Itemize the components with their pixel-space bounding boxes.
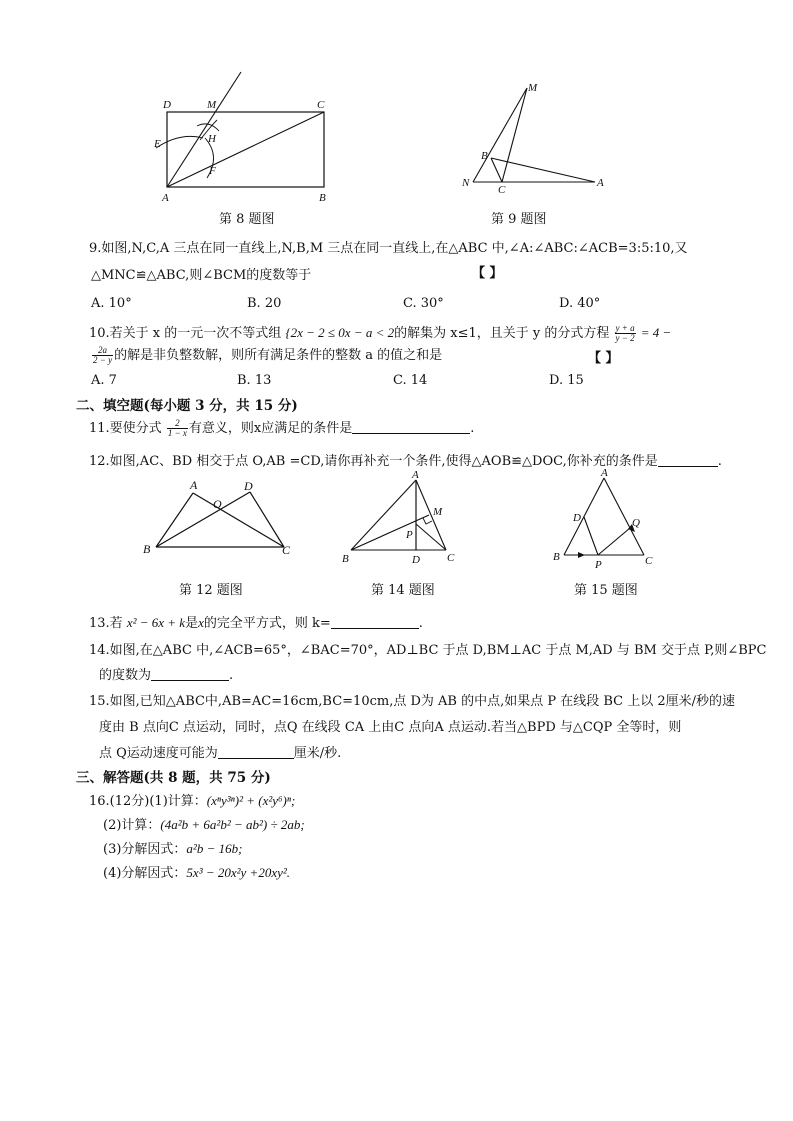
label-F: F [209,165,216,177]
figure-12 [138,474,298,564]
q9-answer-bracket: 【 】 [472,266,503,281]
line-BA [491,158,595,182]
q10-line2-text: 的解是非负整数解，则所有满足条件的整数 a 的值之和是 [114,348,443,363]
line-BC [491,158,502,182]
section-3-heading: 三、解答题(共 8 题，共 75 分) [76,770,271,786]
label-P: P [595,559,602,571]
q9-option-a: A. 10° [91,296,132,311]
q15-line2: 度由 B 点向C 点运动，同时，点Q 在线段 CA 上由C 点向A 点运动.若当△BPD 与△CQP 全等时，则 [99,720,682,735]
label-A: A [412,470,419,481]
figure-8 [145,68,345,210]
label-M: M [207,99,217,111]
figure-12-caption: 第 12 题图 [179,583,243,598]
segment-DB [156,492,250,547]
label-B: B [553,551,560,563]
label-A: A [162,192,169,204]
label-C: C [645,555,653,567]
q14-answer-blank[interactable] [151,668,229,681]
q11: 11.要使分式 $\frac{2}{1 - x}$ 有意义，则x应满足的条件是 . [89,418,475,438]
q10-option-c: C. 14 [393,373,428,388]
label-A: A [601,467,608,479]
label-D: D [573,512,581,524]
q10-frac-1: $\frac{y + a}{y - 2}$ [615,323,635,343]
q15-line3: 点 Q运动速度可能为 厘米/秒. [99,746,342,761]
figure-9 [455,78,615,198]
q10-eq-tail: = 4 − [640,325,672,340]
figure-8-caption: 第 8 题图 [219,212,275,227]
q10-line1 [89,322,671,343]
label-D: D [163,99,171,111]
q9-line2: △MNC≌△ABC,则∠BCM的度数等于 [91,268,312,283]
label-B: B [319,192,326,204]
q13: 13.若 x² − 6x + k是x的完全平方式，则 k= . [89,615,423,631]
label-D: D [412,554,420,566]
segment-PC [416,524,446,550]
segment-AC [193,493,284,547]
q10-line2 [91,344,442,365]
label-A: A [597,177,604,189]
figure-14-caption: 第 14 题图 [371,583,435,598]
q16-line2: (2)计算：(4a²b + 6a²b² − ab²) ÷ 2ab; [103,817,305,833]
label-B: B [481,150,488,162]
q10-option-d: D. 15 [549,373,584,388]
segment-DP [584,517,598,555]
label-C: C [498,184,506,196]
q12: 12.如图,AC、BD 相交于点 O,AB =CD,请你再补充一个条件,使得△AOB≌△DOC,你补充的条件是 . [89,454,722,469]
figure-14 [336,470,466,570]
segment-BA [156,493,193,547]
q15-line1: 15.如图,已知△ABC中,AB=AC=16cm,BC=10cm,点 D为 AB 的中点,如果点 P 在线段 BC 上以 2厘米/秒的速 [89,694,736,709]
segment-CD [250,492,284,547]
q11-fraction: $\frac{2}{1 - x}$ [167,418,187,438]
label-P: P [406,529,413,541]
q14-line1: 14.如图,在△ABC 中,∠ACB=65°，∠BAC=70°，AD⊥BC 于点 D,BM⊥AC 于点 M,AD 与 BM 交于点 P,则∠BPC [89,643,767,658]
q14-line2: 的度数为 . [99,668,234,683]
q10-option-b: B. 13 [237,373,272,388]
label-D: D [244,479,253,493]
figure-15 [548,466,668,576]
q10-answer-bracket: 【 】 [588,351,619,366]
q13-expression: x² − 6x + k [126,615,186,630]
label-O: O [213,497,222,511]
label-C: C [317,99,325,111]
q9-option-b: B. 20 [247,296,282,311]
label-C: C [447,552,455,564]
q10-mid: 的解集为 x≤1，且关于 y 的分式方程 [394,326,610,341]
q10-frac-2: $\frac{2a}{2 - y}$ [93,345,113,365]
q9-line1: 9.如图,N,C,A 三点在同一直线上,N,B,M 三点在同一直线上,在△ABC 中,∠A:∠ABC:∠ACB=3:5:10,又 [89,241,688,256]
q16-line3: (3)分解因式：a²b − 16b; [103,841,243,857]
section-2-heading: 二、填空题(每小题 3 分，共 15 分) [76,398,298,414]
right-angle-mark [423,518,432,524]
segment-BA [564,478,604,555]
label-E: E [154,138,161,150]
label-H: H [208,133,216,145]
q9-option-d: D. 40° [559,296,601,311]
label-B: B [342,553,349,565]
line-CM [502,88,527,182]
q13-answer-blank[interactable] [331,616,419,629]
label-M: M [528,82,538,94]
arrow-B-to-P [578,552,585,558]
q16-line1: 16.(12分)(1)计算：(xⁿy³ⁿ)² + (x²y⁶)ⁿ; [89,793,296,809]
q10-option-a: A. 7 [91,373,117,388]
figure-9-caption: 第 9 题图 [491,212,547,227]
q16-line4: (4)分解因式：5x³ − 20x²y +20xy². [103,865,291,881]
segment-PQ [598,528,630,555]
q10-system: {2x − 2 ≤ 0x − a < 2 [285,325,395,340]
q11-answer-blank[interactable] [352,421,470,434]
line-NM [473,88,527,182]
altitude-BM [351,515,429,550]
q9-option-c: C. 30° [403,296,444,311]
label-A: A [190,478,198,492]
figure-15-caption: 第 15 题图 [574,583,638,598]
label-Q: Q [632,517,640,529]
label-C: C [282,543,291,557]
q10-prefix: 10.若关于 x 的一元一次不等式组 [89,326,282,341]
label-M: M [433,506,443,518]
label-N: N [462,177,470,189]
label-B: B [143,542,151,556]
q15-answer-blank[interactable] [218,746,294,759]
